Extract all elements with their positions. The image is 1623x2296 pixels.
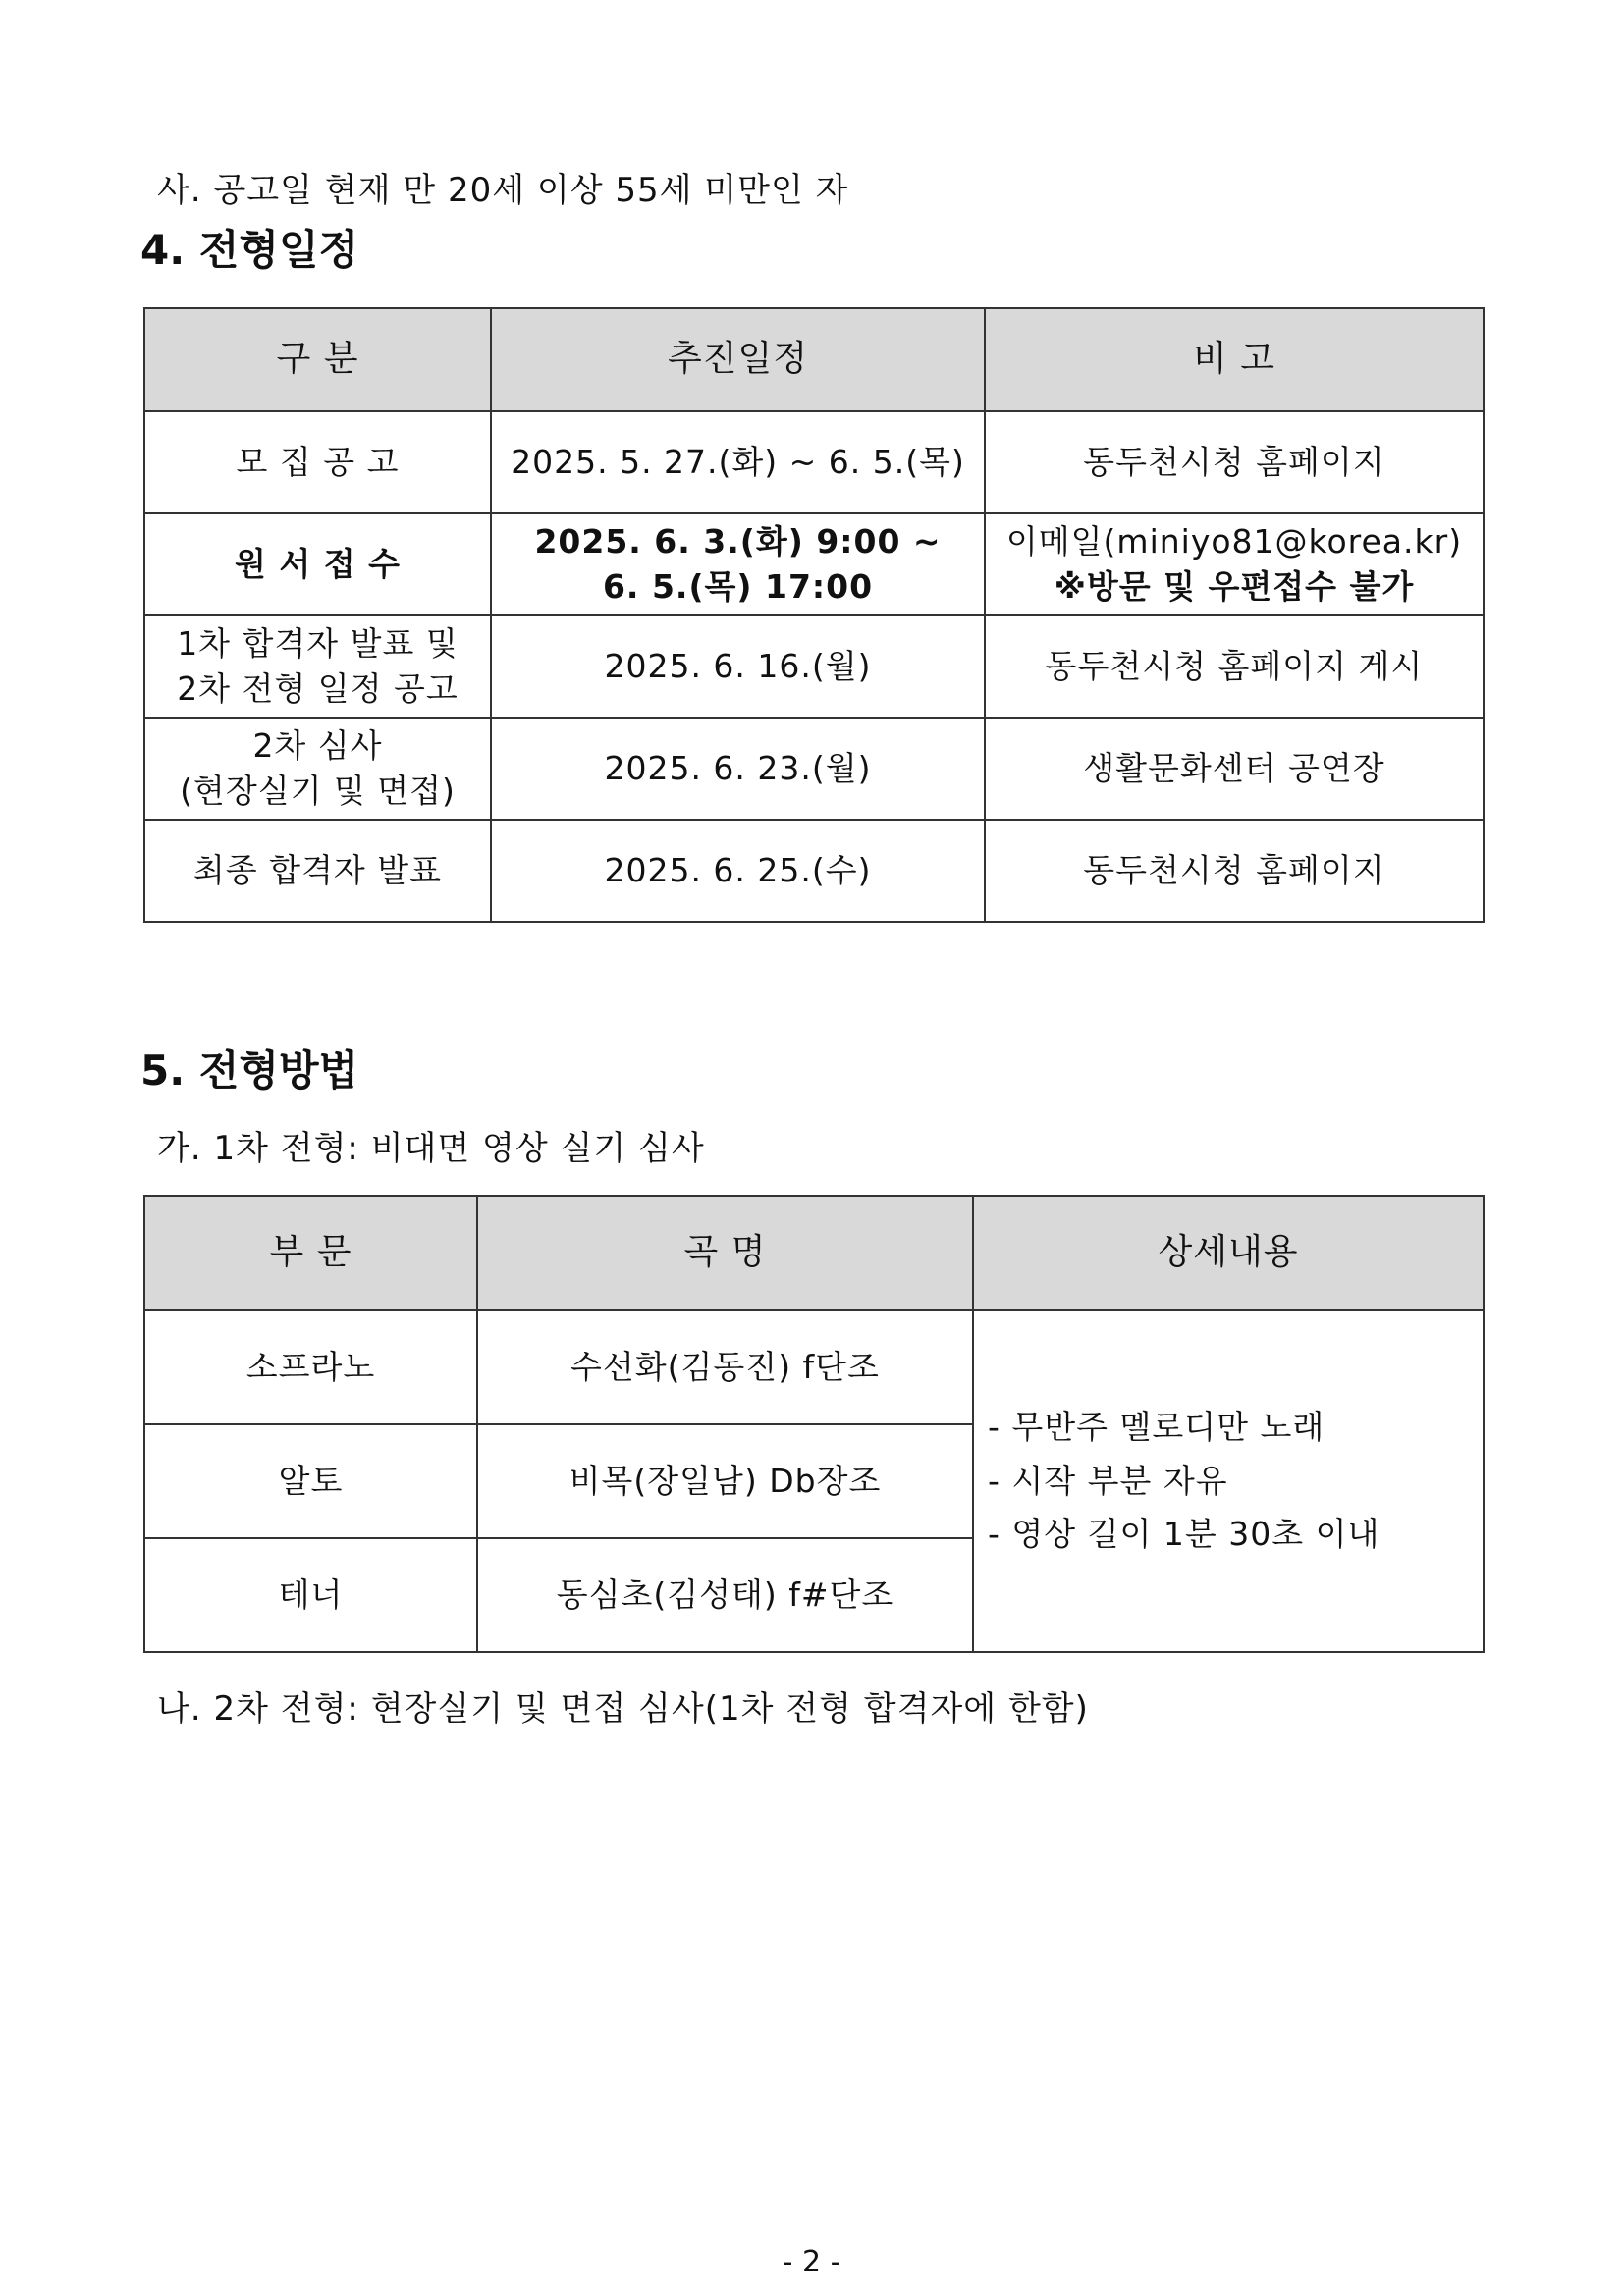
section5-title: 5. 전형방법 xyxy=(140,1046,359,1095)
row-category: 최종 합격자 발표 xyxy=(192,850,443,889)
row-date: 2025. 6. 16.(월) xyxy=(604,646,872,685)
intro-line: 사. 공고일 현재 만 20세 이상 55세 미만인 자 xyxy=(157,171,849,210)
header-detail: 상세내용 xyxy=(973,1196,1484,1310)
schedule-table xyxy=(143,307,1485,923)
row-date-line1: 2025. 6. 3.(화) 9:00 ~ xyxy=(534,521,942,561)
row-note: 생활문화센터 공연장 xyxy=(1083,748,1385,787)
row-note: 동두천시청 홈페이지 게시 xyxy=(1045,646,1424,685)
row-date: 2025. 6. 23.(월) xyxy=(604,748,872,787)
detail-line: - 영상 길이 1분 30초 이내 xyxy=(988,1515,1380,1554)
method-table xyxy=(143,1195,1485,1653)
row-date: 2025. 6. 25.(수) xyxy=(604,850,872,889)
schedule-row xyxy=(144,411,1484,513)
schedule-row xyxy=(144,615,1484,718)
row-category-line1: 1차 합격자 발표 및 xyxy=(177,623,459,663)
header-schedule: 추진일정 xyxy=(491,308,985,411)
header-category: 구 분 xyxy=(144,308,491,411)
row-category-line1: 2차 심사 xyxy=(252,725,383,765)
row-song: 수선화(김동진) f단조 xyxy=(477,1310,973,1424)
row-note-warning: ※방문 및 우편접수 불가 xyxy=(1054,567,1415,606)
detail-line: - 시작 부분 자유 xyxy=(988,1461,1228,1500)
row-category-line2: (현장실기 및 면접) xyxy=(180,772,456,810)
header-song: 곡 명 xyxy=(477,1196,973,1310)
header-note: 비 고 xyxy=(985,308,1484,411)
method-row xyxy=(144,1310,1484,1424)
row-note: 동두천시청 홈페이지 xyxy=(1083,442,1385,481)
sub-b-line: 나. 2차 전형: 현장실기 및 면접 심사(1차 전형 합격자에 한함) xyxy=(157,1689,1089,1729)
row-category-line2: 2차 전형 일정 공고 xyxy=(177,669,459,708)
schedule-row xyxy=(144,513,1484,615)
detail-cell xyxy=(973,1310,1484,1652)
row-date-line2: 6. 5.(목) 17:00 xyxy=(602,567,874,606)
sub-a-line: 가. 1차 전형: 비대면 영상 실기 심사 xyxy=(157,1129,705,1168)
row-note-email: 이메일(miniyo81@korea.kr) xyxy=(1005,521,1463,561)
method-header-row xyxy=(144,1196,1484,1310)
detail-line: - 무반주 멜로디만 노래 xyxy=(988,1408,1325,1447)
header-part: 부 문 xyxy=(144,1196,477,1310)
row-part: 소프라노 xyxy=(144,1310,477,1424)
schedule-row xyxy=(144,718,1484,820)
row-part: 알토 xyxy=(144,1424,477,1538)
row-note: 동두천시청 홈페이지 xyxy=(1083,850,1385,889)
row-song: 비목(장일남) Db장조 xyxy=(477,1424,973,1538)
page-number: - 2 - xyxy=(782,2245,841,2279)
row-category: 원 서 접 수 xyxy=(235,544,401,583)
section4-title: 4. 전형일정 xyxy=(140,226,359,274)
row-song: 동심초(김성태) f#단조 xyxy=(477,1538,973,1652)
schedule-header-row xyxy=(144,308,1484,411)
row-part: 테너 xyxy=(144,1538,477,1652)
row-date: 2025. 5. 27.(화) ~ 6. 5.(목) xyxy=(511,442,965,481)
row-category: 모 집 공 고 xyxy=(236,442,400,481)
schedule-row xyxy=(144,820,1484,922)
